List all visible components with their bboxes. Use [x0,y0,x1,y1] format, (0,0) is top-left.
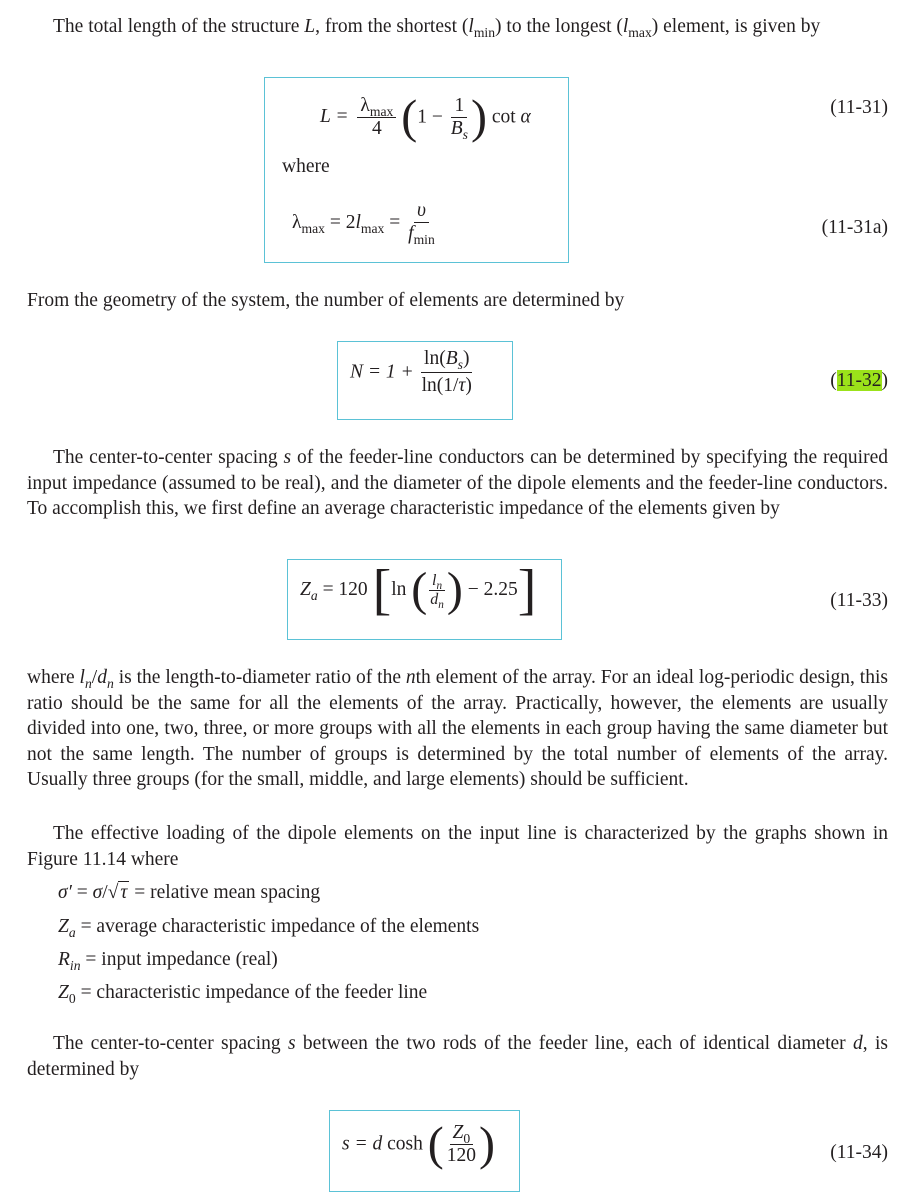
right-paren: ) [446,563,463,616]
equation-number-11-31a: (11-31a) [821,217,888,238]
definition-z0: $Z_0$ = characteristic impedance of the feeder line [58,982,428,1006]
equation-11-33: $Z_a = 120$ [ln ( $\frac{l_n}{d_n}$ ) − 2.25] [300,559,537,621]
equation-number-11-32: (11-32) [830,370,888,391]
paragraph-rod-spacing: The center-to-center spacing s between the two rods of the feeder line, each of identical diameter d, is determined by [27,1033,888,1080]
right-paren: ) [470,90,487,144]
paragraph-center-spacing: The center-to-center spacing s of the feeder-line conductors can be determined by specifying the required input impedance (assumed to be real), and the diameter of the dipole elements and the feeder-line conductors. To accomplish this, we first define an average characteristic impedance of the elements given by [27,447,888,519]
equation-number-11-34: (11-34) [830,1142,888,1163]
fraction-ln-Bs-over-ln-tau: $\frac{\ln(B_s)}{\ln(1/\tau)}$ [421,348,472,396]
highlighted-reference: 11-32 [836,370,882,391]
right-bracket: ] [517,559,537,621]
left-paren: ( [401,90,418,144]
equation-11-32: N = 1 + $\frac{\ln(B_s)}{\ln(1/\tau)}$ [350,346,475,399]
paragraph-total-length: The total length of the structure L, from the shortest $(l_{min})$ to the longest $(l_{max})$ element, is given by [53,16,821,40]
definition-za: $Z_a$ = average characteristic impedance of the elements [58,916,480,940]
fraction-1-over-Bs: $\frac{1}{B_s}$ [450,95,468,142]
left-paren: ( [427,1117,444,1171]
fraction-v-over-fmin: $\frac{\upsilon}{f_{min}}$ [408,200,435,247]
definition-sigma-prime: σ′ = σ/√ τ = relative mean spacing [58,882,321,903]
where-label: where [282,156,330,177]
left-paren: ( [411,563,428,616]
equation-11-31: L = $\frac{\lambda_{max}}{4}$ (1 − $\frac{1}{B_s}$ ) cot α [320,90,531,144]
right-paren: ) [478,1117,495,1171]
paragraph-length-diameter-ratio: where $l_n/d_n$ is the length-to-diameter ratio of the nth element of the array. For an ideal log-periodic design, this ratio should be the same for all the elements of the array. Practically, however, the elements are usually divided into one, two, three, or more groups with all the elements in each group having the same diameter but not the same length. The number of groups is determined by the total number of elements of the array. Usually three groups (for the small, middle, and large elements) should be sufficient. [27,667,888,790]
equation-number-11-33: (11-33) [830,590,888,611]
left-bracket: [ [372,559,392,621]
equation-11-31a: $\lambda_{max} = 2l_{max}$ = $\frac{\upsilon}{f_{min}}$ [292,200,438,245]
paragraph-effective-loading: The effective loading of the dipole elements on the input line is characterized by the graphs shown in Figure 11.14 where [27,823,888,870]
equation-number-11-31: (11-31) [830,97,888,118]
fraction-ln-over-dn: $\frac{l_n}{d_n}$ [430,571,444,611]
fraction-lambda-over-4: $\frac{\lambda_{max}}{4}$ [357,95,396,140]
definition-rin: $R_{in}$ = input impedance (real) [58,949,278,973]
equation-11-34: s = d cosh ( $\frac{Z_0}{120}$ ) [342,1117,495,1171]
fraction-z0-over-120: $\frac{Z_0}{120}$ [446,1122,476,1166]
paragraph-geometry: From the geometry of the system, the number of elements are determined by [27,290,625,311]
